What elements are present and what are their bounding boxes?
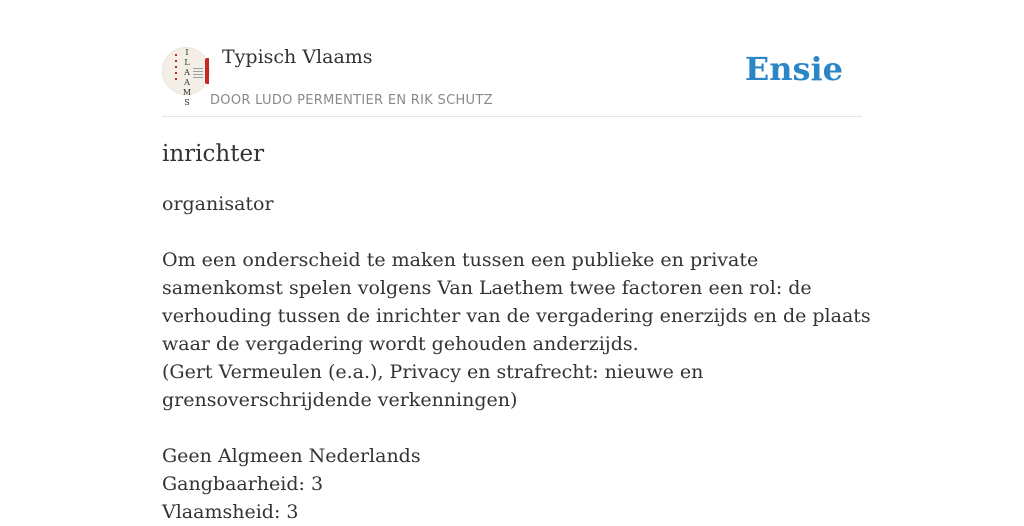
entry-title: inrichter xyxy=(162,141,265,167)
entry-source: (Gert Vermeulen (e.a.), Privacy en strafrecht: nieuwe en grensoverschrijdende verkenningen) xyxy=(162,361,704,411)
ensie-brand-link[interactable]: Ensie xyxy=(744,50,843,88)
logo-red-marks xyxy=(175,54,177,82)
site-title[interactable]: Typisch Vlaams xyxy=(222,46,373,68)
site-header xyxy=(162,44,862,117)
entry-example: Om een onderscheid te maken tussen een publieke en private samenkomst spelen volgens Van Laethem twee factoren een rol: de verhouding tussen de inrichter van de vergadering enerzijds en de plaats waar de vergadering wordt gehouden anderzijds. xyxy=(162,249,871,355)
meta-gangbaarheid: Gangbaarheid: 3 xyxy=(162,473,324,495)
book-cover-logo-icon[interactable] xyxy=(162,47,210,107)
logo-letters: I L A A M S xyxy=(182,48,192,107)
entry-definition: organisator xyxy=(162,193,274,215)
meta-language-status: Geen Algmeen Nederlands xyxy=(162,445,421,467)
logo-text-lines xyxy=(193,68,203,78)
byline: DOOR LUDO PERMENTIER EN RIK SCHUTZ xyxy=(210,93,493,108)
meta-vlaamsheid: Vlaamsheid: 3 xyxy=(162,501,299,523)
entry-meta xyxy=(162,442,872,526)
logo-red-bar xyxy=(205,58,209,84)
entry-content xyxy=(162,138,872,526)
